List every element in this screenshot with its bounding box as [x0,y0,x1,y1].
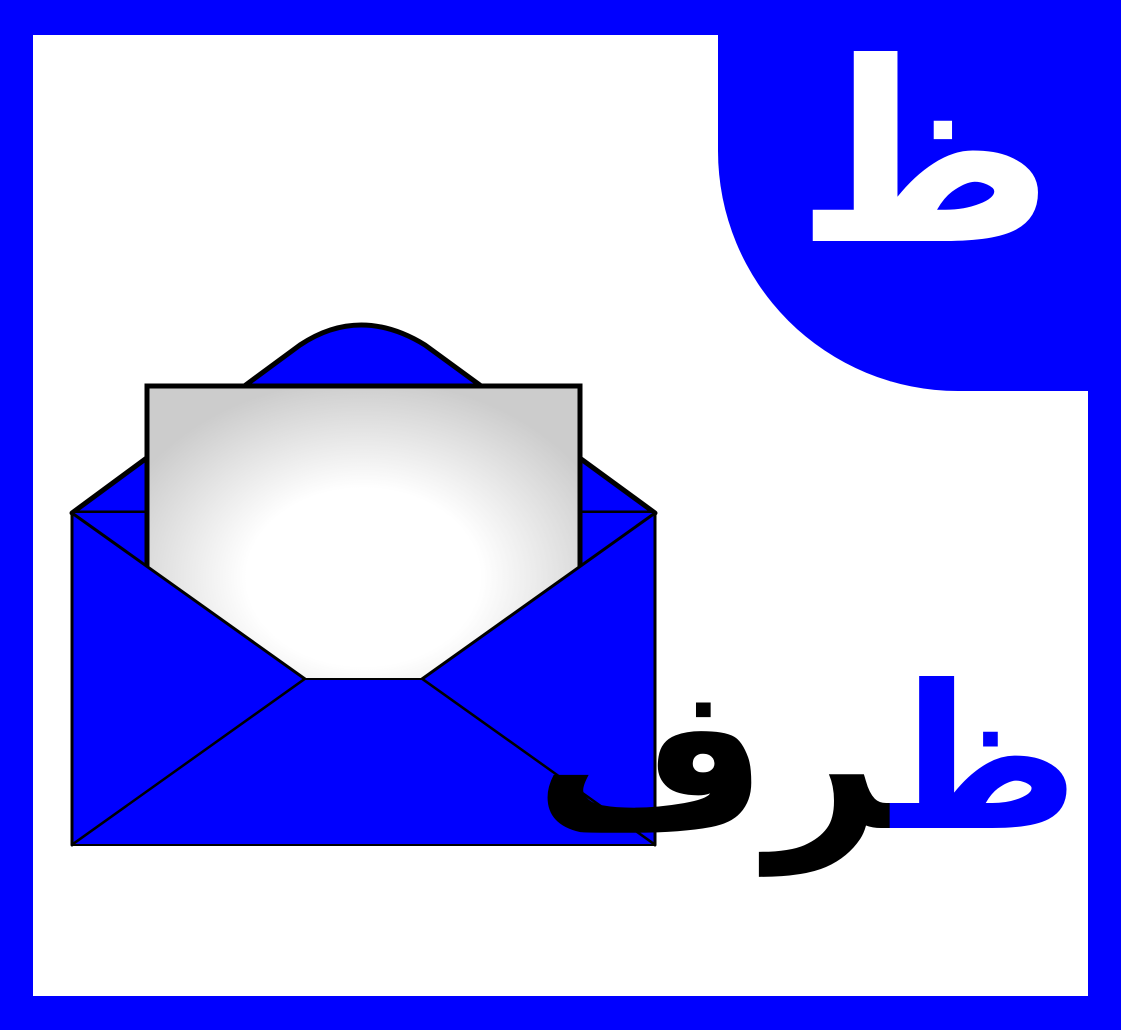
word-rest: رف [534,643,892,876]
badge-letter: ظ [795,9,1055,300]
example-word [534,640,1080,900]
word-first-letter: ظ [891,643,1080,876]
